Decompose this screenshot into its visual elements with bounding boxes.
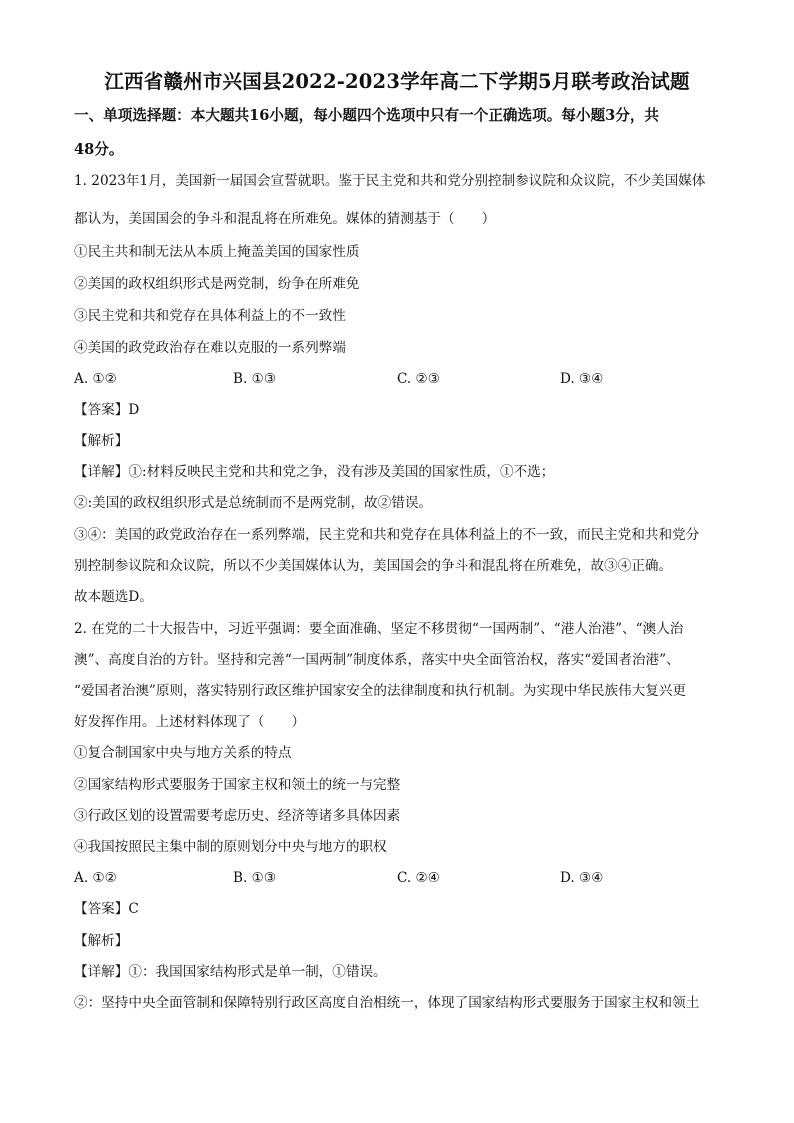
q2-answer: 【答案】C xyxy=(74,901,139,917)
q1-item-2: ②美国的政权组织形式是两党制，纷争在所难免 xyxy=(74,276,360,292)
q1-option-b: B. ①③ xyxy=(233,371,277,387)
q1-analysis-label: 【解析】 xyxy=(74,433,129,449)
q2-item-1: ①复合制国家中央与地方关系的特点 xyxy=(74,745,292,761)
q2-analysis-label: 【解析】 xyxy=(74,933,129,949)
q2-stem-line1: 2. 在党的二十大报告中，习近平强调：要全面准确、坚定不移贯彻“一国两制”、“港人治港”、“澳人治 xyxy=(74,621,684,637)
q1-detail-line4: 别控制参议院和众议院，所以不少美国媒体认为，美国国会的争斗和混乱将在所难免，故③④正确。 xyxy=(74,558,673,574)
q2-option-a: A. ①② xyxy=(74,870,117,886)
q2-option-b: B. ①③ xyxy=(233,870,277,886)
q1-detail-line2: ②:美国的政权组织形式是总统制而不是两党制，故②错误。 xyxy=(74,495,433,511)
q2-item-3: ③行政区划的设置需要考虑历史、经济等诸多具体因素 xyxy=(74,808,401,824)
q2-options xyxy=(74,869,724,887)
q1-options xyxy=(74,370,724,388)
q1-option-a: A. ①② xyxy=(74,371,117,387)
section-heading-line1: 一、单项选择题：本大题共16小题，每小题四个选项中只有一个正确选项。每小题3分，共 xyxy=(74,107,660,124)
q2-stem-line2: 澳”、高度自治的方针。坚持和完善“一国两制”制度体系，落实中央全面管治权，落实“爱国者治港”、 xyxy=(74,652,680,668)
q2-item-4: ④我国按照民主集中制的原则划分中央与地方的职权 xyxy=(74,839,387,855)
q2-detail-line1: 【详解】①：我国国家结构形式是单一制，①错误。 xyxy=(74,964,387,980)
q1-stem-line1: 1. 2023年1月，美国新一届国会宣誓就职。鉴于民主党和共和党分别控制参议院和众议院，不少美国媒体 xyxy=(74,173,706,189)
q1-item-1: ①民主共和制无法从本质上掩盖美国的国家性质 xyxy=(74,244,360,260)
q1-item-3: ③民主党和共和党存在具体利益上的不一致性 xyxy=(74,308,346,324)
section-heading-line2: 48分。 xyxy=(74,141,124,158)
q1-answer: 【答案】D xyxy=(74,402,140,418)
q2-stem-line3: “爱国者治澳”原则，落实特别行政区维护国家安全的法律制度和执行机制。为实现中华民族伟大复兴更 xyxy=(74,683,687,699)
q1-detail-line3: ③④：美国的政党政治存在一系列弊端，民主党和共和党存在具体利益上的不一致，而民主党和共和党分 xyxy=(74,527,700,543)
q1-option-d: D. ③④ xyxy=(560,371,604,387)
q2-option-c: C. ②④ xyxy=(397,870,440,886)
q1-option-c: C. ②③ xyxy=(397,371,440,387)
q1-stem-line2: 都认为，美国国会的争斗和混乱将在所难免。媒体的猜测基于（ ） xyxy=(74,211,496,227)
q2-detail-line2: ②：坚持中央全面管制和保障特别行政区高度自治相统一，体现了国家结构形式要服务于国家主权和领土 xyxy=(74,995,700,1011)
q2-item-2: ②国家结构形式要服务于国家主权和领土的统一与完整 xyxy=(74,777,401,793)
q1-item-4: ④美国的政党政治存在难以克服的一系列弊端 xyxy=(74,340,346,356)
q1-detail-line1: 【详解】①:材料反映民主党和共和党之争，没有涉及美国的国家性质，①不选； xyxy=(74,464,555,480)
q2-stem-line4: 好发挥作用。上述材料体现了（ ） xyxy=(74,714,306,730)
document-title: 江西省赣州市兴国县2022-2023学年高二下学期5月联考政治试题 xyxy=(104,70,690,93)
q1-conclusion: 故本题选D。 xyxy=(74,589,153,605)
q2-option-d: D. ③④ xyxy=(560,870,604,886)
